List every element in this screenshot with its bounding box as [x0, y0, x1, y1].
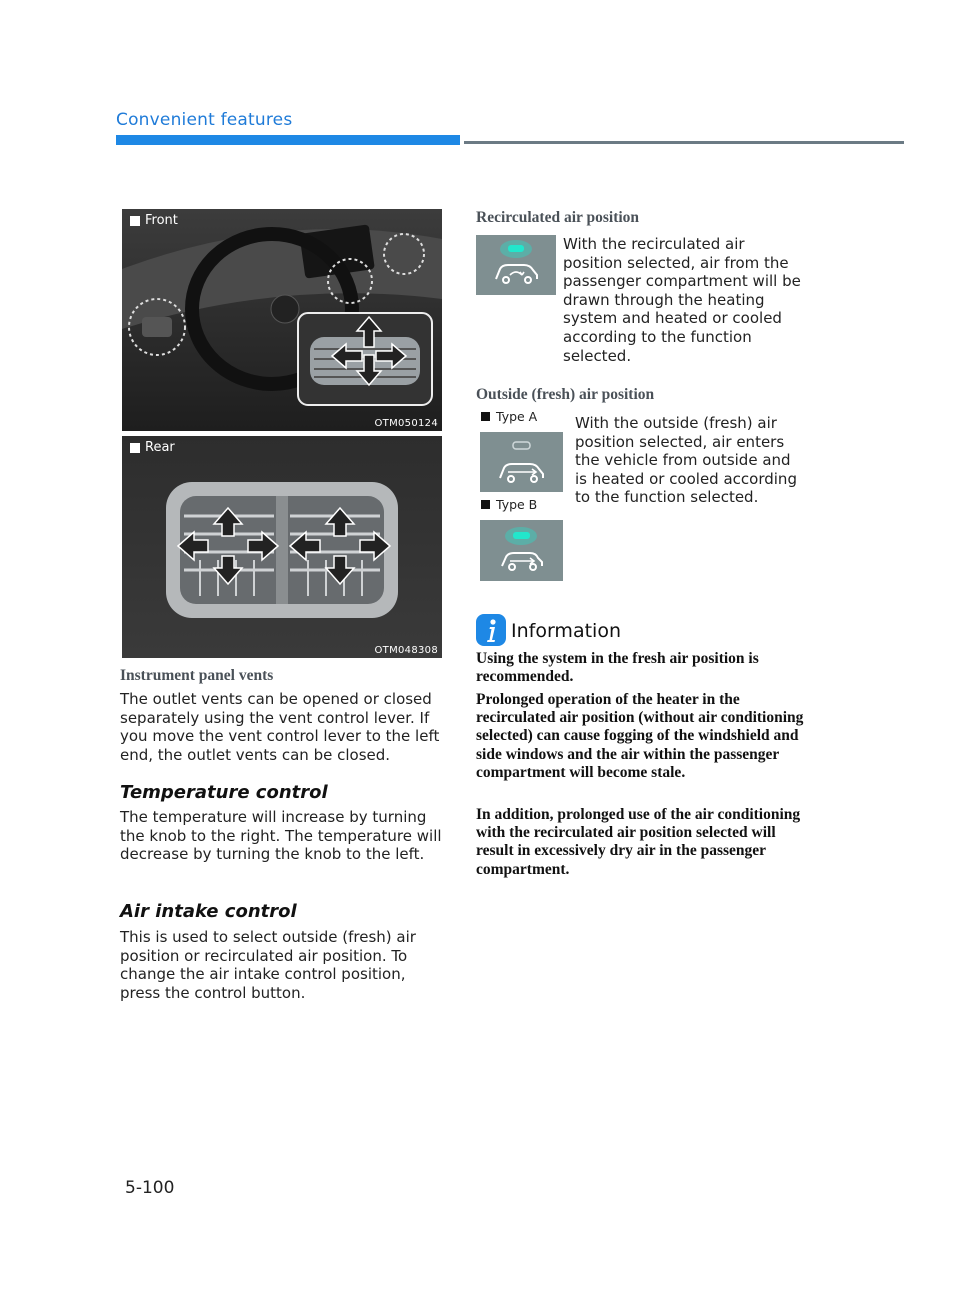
bullet-square-icon [481, 412, 490, 421]
fresh-air-icon-type-a [480, 432, 563, 492]
information-paragraph: In addition, prolonged use of the air conditioning with the recirculated air position selected will result in excessively dry air in the passenger compartment. [476, 806, 801, 878]
type-a-label: Type A [496, 409, 538, 424]
bullet-square-icon [481, 500, 490, 509]
air-intake-title: Air intake control [120, 901, 297, 922]
section-title: Convenient features [116, 110, 293, 130]
recirculated-air-icon [476, 235, 556, 295]
instrument-vents-body: The outlet vents can be opened or closed separately using the vent control lever. If you move the vent control lever to the left end, the outlet vents can be closed. [120, 690, 440, 764]
information-title: Information [511, 620, 621, 642]
rear-photo-code: OTM048308 [374, 645, 438, 656]
front-label: Front [145, 213, 178, 228]
header-rule-accent [116, 135, 460, 145]
information-paragraph: Prolonged operation of the heater in the recirculated air position (without air conditioning selected) can cause fogging of the windshield and side windows and the air within the passenger compartment will become stale. [476, 691, 804, 781]
outside-body: With the outside (fresh) air position selected, air enters the vehicle from outside and is heated or cooled according to the function selected. [575, 414, 797, 507]
type-b-label: Type B [496, 497, 538, 512]
info-icon [476, 614, 506, 646]
information-paragraph: Using the system in the fresh air position is recommended. [476, 650, 759, 686]
bullet-square-icon [130, 443, 140, 453]
air-intake-body: This is used to select outside (fresh) air position or recirculated air position. To change the air intake control position, press the control button. [120, 928, 416, 1002]
header-rule [464, 141, 904, 144]
front-vents-photo [122, 209, 442, 431]
instrument-vents-title: Instrument panel vents [120, 667, 274, 684]
temperature-body: The temperature will increase by turning the knob to the right. The temperature will decrease by turning the knob to the left. [120, 808, 442, 864]
front-photo-code: OTM050124 [374, 418, 438, 429]
rear-vents-photo [122, 436, 442, 658]
rear-label: Rear [145, 440, 175, 455]
page-number: 5-100 [125, 1178, 175, 1198]
bullet-square-icon [130, 216, 140, 226]
recirculated-title: Recirculated air position [476, 209, 640, 226]
temperature-title: Temperature control [120, 782, 328, 803]
fresh-air-icon-type-b [480, 520, 563, 581]
recirculated-body: With the recirculated air position selected, air from the passenger compartment will be drawn through the heating system and heated or cooled according to the function selected. [563, 235, 801, 365]
outside-title: Outside (fresh) air position [476, 386, 655, 403]
